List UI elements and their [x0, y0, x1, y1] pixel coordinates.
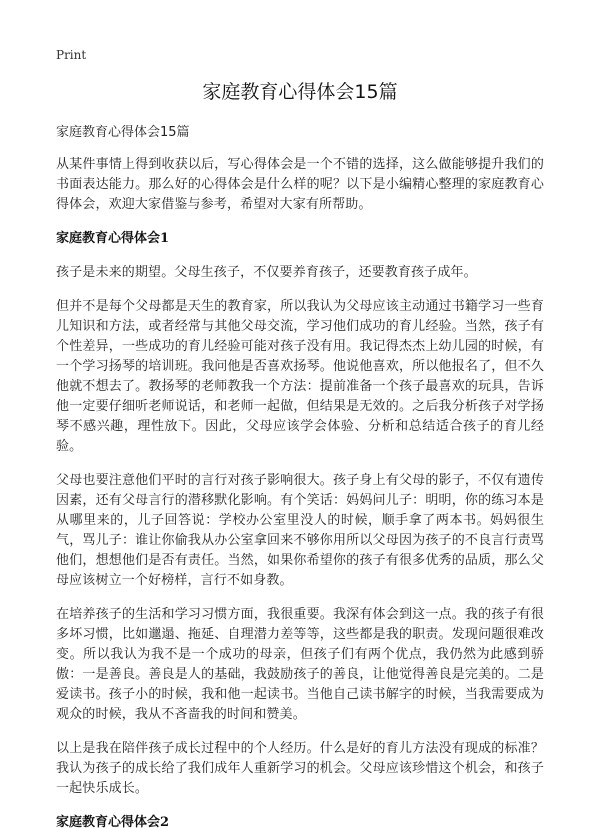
section1-paragraph-4: 在培养孩子的生活和学习习惯方面，我很重要。我深有体会到这一点。我的孩子有很多坏习惯，比如邋遢、拖延、自理潜力差等等，这些都是我的职责。发现问题很难改变。所以我认为我不是一个成功的母亲，但孩子们有两个优点，我仍然为此感到骄傲：一是善良。善良是人的基础，我鼓励孩子的善良，让他觉得善良是完美的。二是爱读书。孩子小的时候，我和他一起读书。当他自己读书解字的时候，当我需要成为观众的时候，我从不吝啬我的时间和赞美。 [56, 607, 544, 722]
section1-paragraph-3: 父母也要注意他们平时的言行对孩子影响很大。孩子身上有父母的影子，不仅有遗传因素，还有父母言行的潜移默化影响。有个笑话：妈妈问儿子：明明，你的练习本是从哪里来的，儿子回答说：学校办公室里没人的时候，顺手拿了两本书。妈妈很生气，骂儿子：谁让你偷我从办公室拿回来不够你用所以父母因为孩子的不良言行责骂他们，想想他们是否有责任。当然，如果你希望你的孩子有很多优秀的品质，那么父母应该树立一个好榜样，言行不如身教。 [56, 473, 544, 588]
section-heading-1: 家庭教育心得体会1 [56, 231, 170, 246]
section1-paragraph-5: 以上是我在陪伴孩子成长过程中的个人经历。什么是好的育儿方法没有现成的标准？我认为孩子的成长给了我们成年人重新学习的机会。父母应该珍惜这个机会，和孩子一起快乐成长。 [56, 741, 544, 796]
print-link[interactable]: Print [56, 48, 87, 62]
intro-paragraph: 从某件事情上得到收获以后，写心得体会是一个不错的选择，这么做能够提升我们的书面表达能力。那么好的心得体会是什么样的呢？以下是小编精心整理的家庭教育心得体会，欢迎大家借鉴与参考，希望对大家有所帮助。 [56, 157, 544, 212]
section1-paragraph-2: 但并不是每个父母都是天生的教育家，所以我认为父母应该主动通过书籍学习一些育儿知识和方法，或者经常与其他父母交流，学习他们成功的育儿经验。当然，孩子有个性差异，一些成功的育儿经验可能对孩子没有用。我记得杰杰上幼儿园的时候，有一个学习扬琴的培训班。我问他是否喜欢扬琴。他说他喜欢，所以他报名了，但不久他就不想去了。教扬琴的老师教我一个方法：提前准备一个孩子最喜欢的玩具，告诉他一定要仔细听老师说话，和老师一起做，但结果是无效的。之后我分析孩子对学扬琴不感兴趣，理性放下。因此，父母应该学会体验、分析和总结适合孩子的育儿经验。 [56, 299, 544, 454]
page-title: 家庭教育心得体会15篇 [202, 81, 398, 103]
section-heading-2: 家庭教育心得体会2 [56, 815, 170, 828]
section1-paragraph-1: 孩子是未来的期望。父母生孩子，不仅要养育孩子，还要教育孩子成年。 [56, 265, 477, 280]
document-subtitle: 家庭教育心得体会15篇 [56, 125, 190, 140]
